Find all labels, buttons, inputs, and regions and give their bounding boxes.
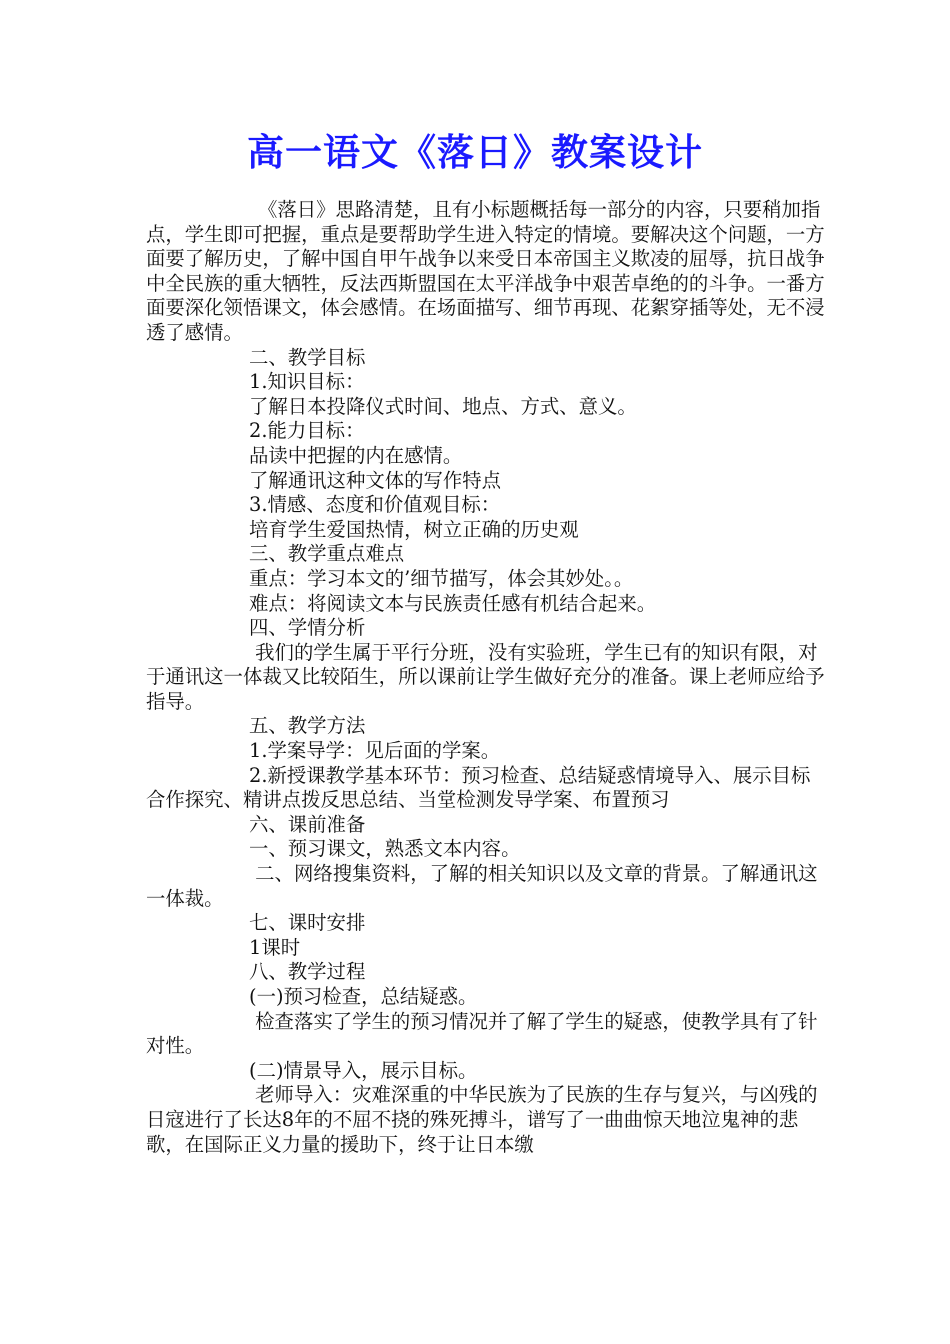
document-body	[146, 198, 826, 1157]
body-line: 了解通讯这种文体的写作特点	[249, 468, 502, 492]
body-line: 重点：学习本文的’细节描写，体会其妙处。。	[249, 566, 634, 590]
body-line: 一、预习课文，熟悉文本内容。	[249, 837, 521, 861]
body-paragraph: 二、网络搜集资料，了解的相关知识以及文章的背景。了解通讯这一体裁。	[146, 862, 818, 910]
document-title: 高一语文《落日》教案设计	[247, 130, 703, 174]
body-line: 了解日本投降仪式时间、地点、方式、意义。	[249, 394, 637, 418]
body-paragraph: 2.新授课教学基本环节：预习检查、总结疑惑情境导入、展示目标合作探究、精讲点拨反思总结、当堂检测发导学案、布置预习	[146, 763, 811, 812]
subsection-heading: 3.情感、态度和价值观目标：	[249, 493, 501, 517]
section-heading: 七、课时安排	[249, 911, 366, 935]
body-line: 1课时	[249, 935, 301, 959]
body-paragraph: 我们的学生属于平行分班，没有实验班，学生已有的知识有限，对于通讯这一体裁又比较陌生，所以课前让学生做好充分的准备。课上老师应给予指导。	[146, 640, 825, 713]
subsection-heading: (一)预习检查，总结疑惑。	[249, 985, 478, 1008]
body-line: 培育学生爱国热情，树立正确的历史观	[249, 517, 579, 541]
section-heading: 四、学情分析	[249, 616, 366, 640]
section-heading: 五、教学方法	[249, 714, 366, 738]
subsection-heading: 2.能力目标：	[249, 419, 365, 443]
section-heading: 二、教学目标	[249, 345, 366, 369]
body-paragraph: 检查落实了学生的预习情况并了解了学生的疑惑，使教学具有了针对性。	[146, 1009, 818, 1058]
section-heading: 六、课前准备	[249, 812, 366, 836]
subsection-heading: (二)情景导入，展示目标。	[249, 1058, 478, 1082]
intro-paragraph: 《落日》思路清楚，且有小标题概括每一部分的内容，只要稍加指点，学生即可把握，重点是要帮助学生进入特定的情境。要解决这个问题，一方面要了解历史，了解中国自甲午战争以来受日本帝国主义欺凌的屈辱，抗日战争中全民族的重大牺牲，反法西斯盟国在太平洋战争中艰苦卓绝的的斗争。一番方面要深化领悟课文，体会感情。在场面描写、细节再现、花絮穿插等处，无不浸透了感情。	[146, 198, 825, 344]
body-line: 1.学案导学：见后面的学案。	[249, 739, 501, 763]
body-paragraph: 老师导入：灾难深重的中华民族为了民族的生存与复兴，与凶残的日寇进行了长达8年的不屈不挠的殊死搏斗，谱写了一曲曲惊天地泣鬼神的悲歌，在国际正义力量的援助下，终于让日本缴	[146, 1083, 818, 1156]
body-line: 品读中把握的内在感情。	[249, 443, 463, 467]
section-heading: 八、教学过程	[249, 960, 366, 984]
subsection-heading: 1.知识目标：	[249, 370, 365, 394]
body-line: 难点：将阅读文本与民族责任感有机结合起来。	[249, 591, 657, 615]
section-heading: 三、教学重点难点	[249, 542, 405, 566]
